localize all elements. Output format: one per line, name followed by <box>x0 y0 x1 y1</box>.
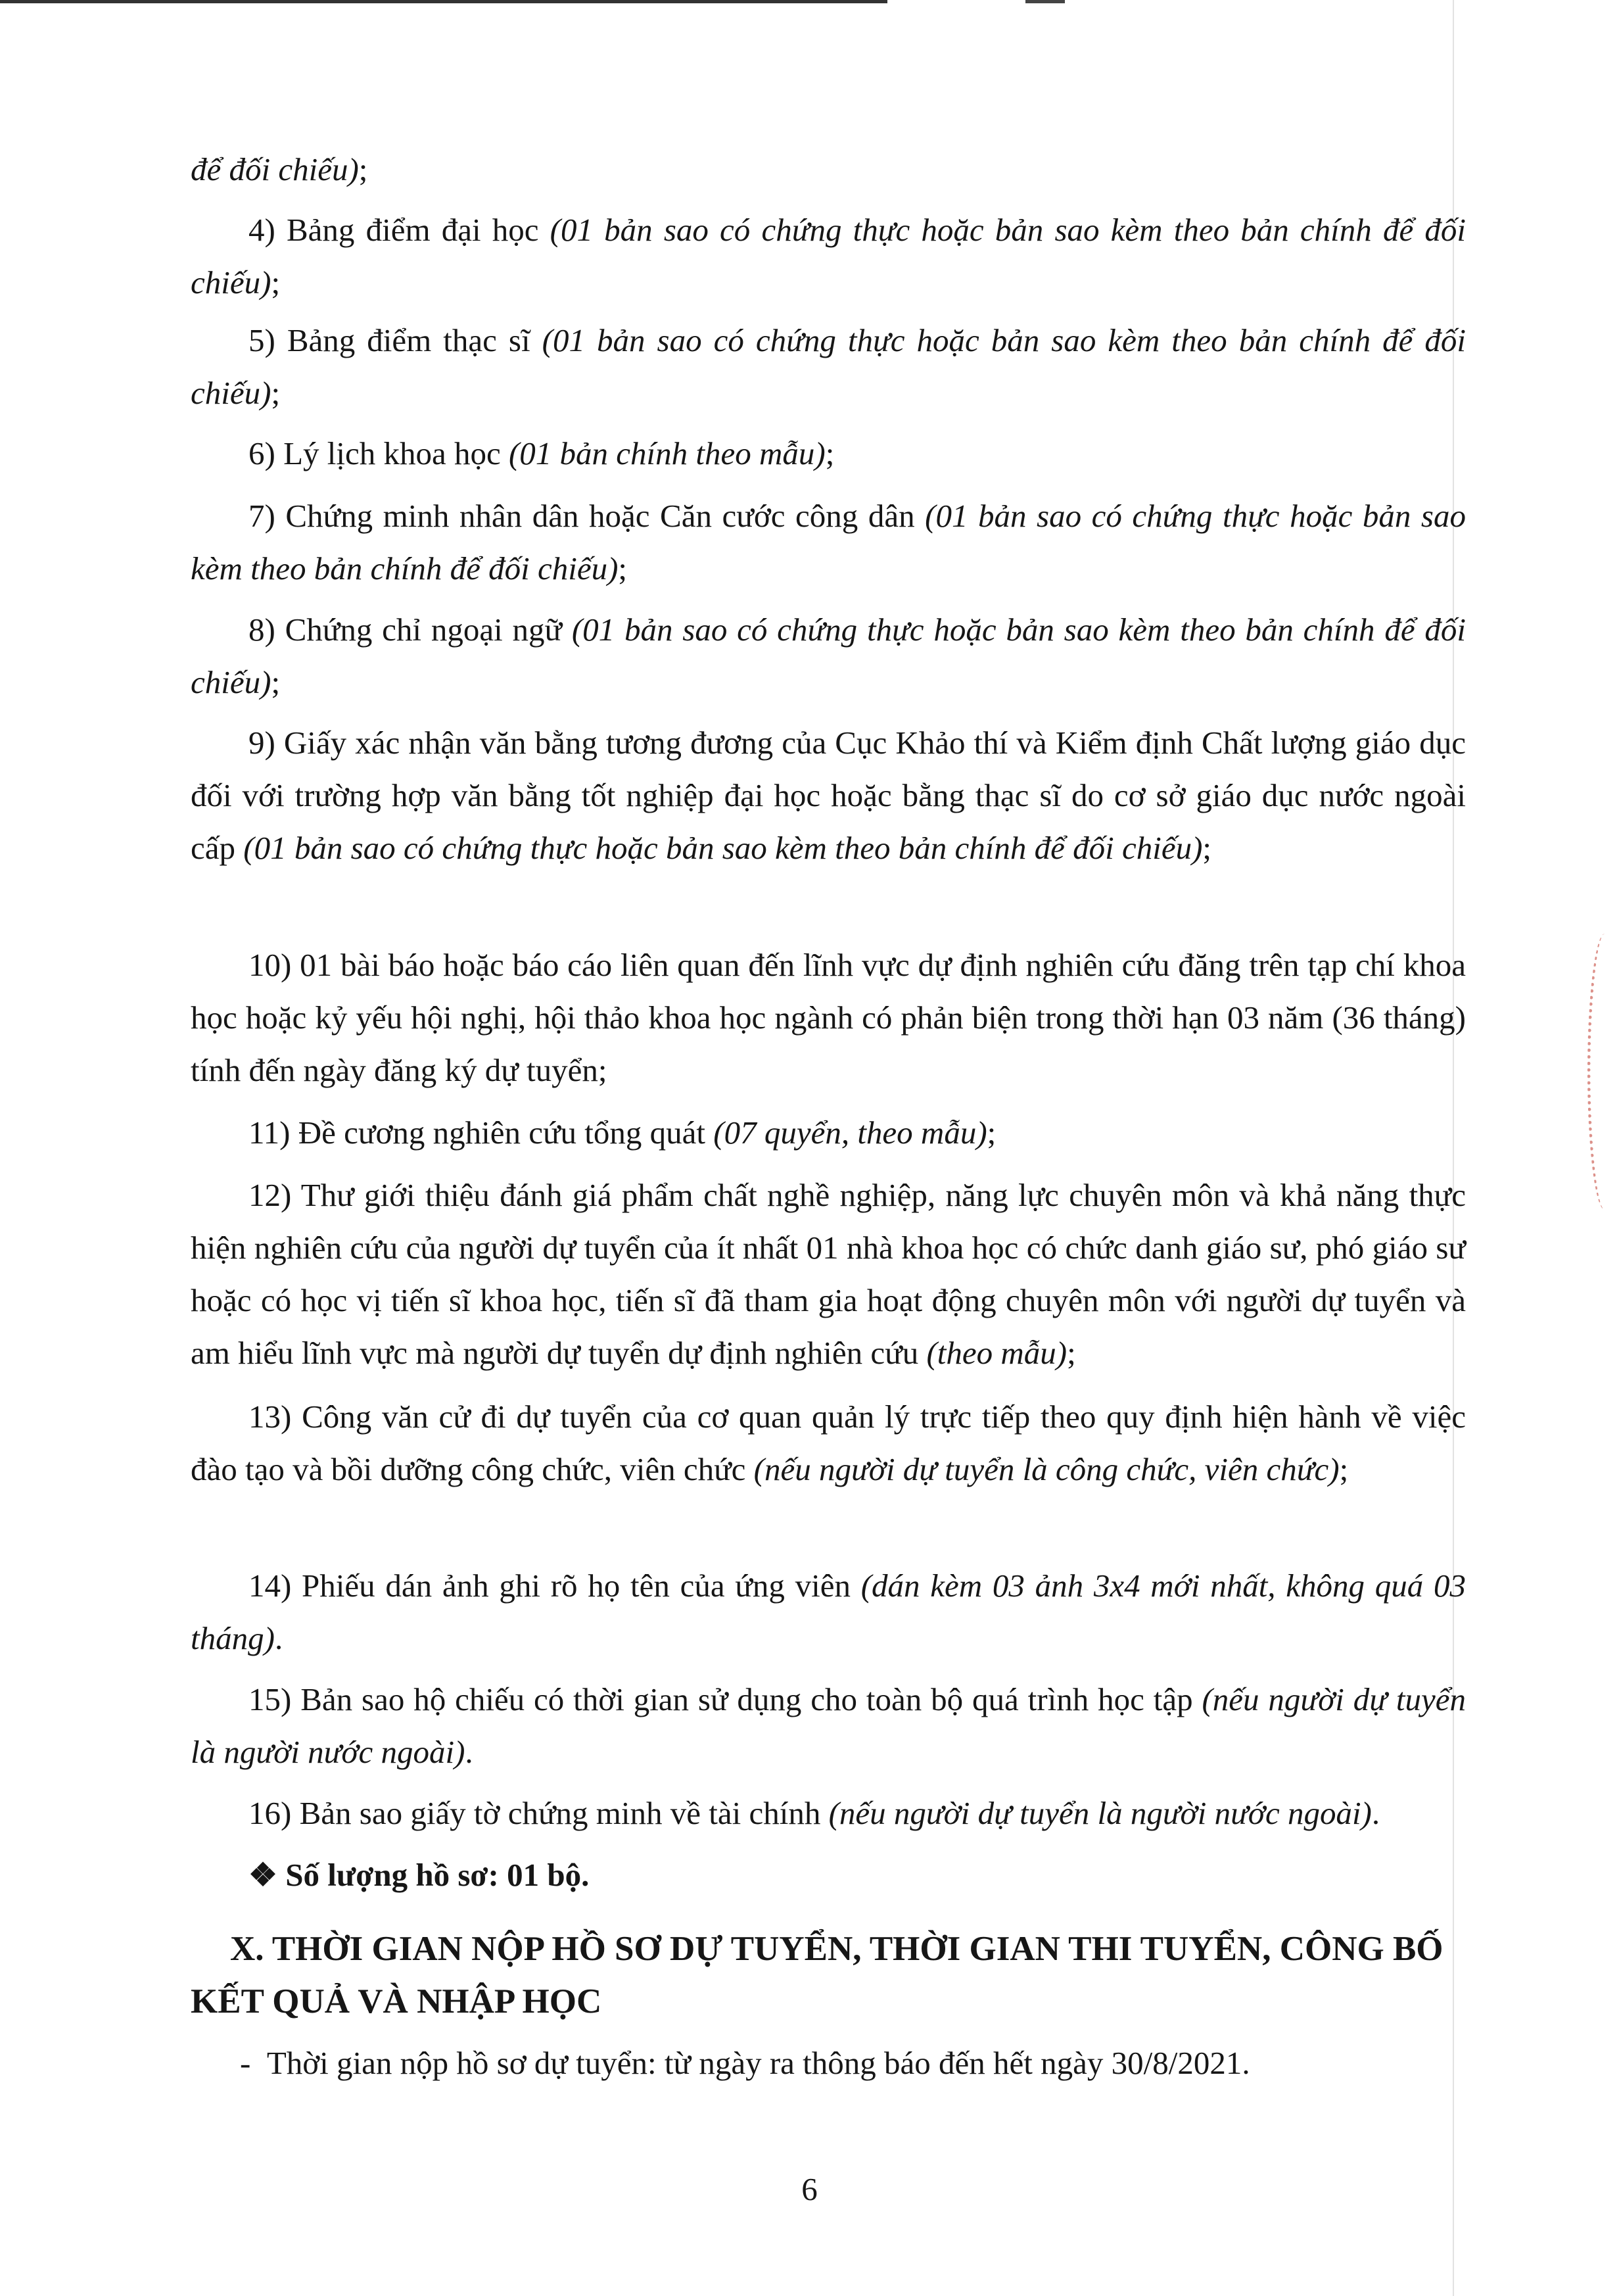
item-text: 13) Công văn cử đi dự tuyển của cơ quan quản lý trực tiếp theo quy định hiện hành về việc đào tạo và bồi dưỡng công chức, viên chức <box>191 1399 1466 1487</box>
item-end: . <box>1371 1795 1380 1831</box>
deadline-text: Thời gian nộp hồ sơ dự tuyển: từ ngày ra thông báo đến hết ngày 30/8/2021. <box>266 2045 1250 2081</box>
item-end: ; <box>358 151 368 187</box>
item-end: ; <box>618 550 628 586</box>
list-item <box>191 204 1466 309</box>
item-text: 12) Thư giới thiệu đánh giá phẩm chất nghề nghiệp, năng lực chuyên môn và khả năng thực hiện nghiên cứu của người dự tuyển của ít nhất 01 nhà khoa học có chức danh giáo sư, phó giáo sư hoặc có học vị tiến sĩ khoa học, tiến sĩ đã tham gia hoạt động chuyên môn với người dự tuyển và am hiểu lĩnh vực mà người dự tuyển dự định nghiên cứu <box>191 1177 1466 1371</box>
list-item <box>191 314 1466 419</box>
quantity-line <box>248 1849 1466 1901</box>
item-text: 15) Bản sao hộ chiếu có thời gian sử dụng cho toàn bộ quá trình học tập <box>248 1681 1202 1717</box>
list-item <box>191 1673 1466 1779</box>
item-note: (nếu người dự tuyển là người nước ngoài) <box>828 1795 1372 1831</box>
item-end: ; <box>987 1114 997 1151</box>
item-note: (01 bản chính theo mẫu) <box>508 435 826 471</box>
item-text: 9) Giấy xác nhận văn bằng tương đương của Cục Khảo thí và Kiểm định Chất lượng giáo dục đối với trường hợp văn bằng tốt nghiệp đại học hoặc bằng thạc sĩ do cơ sở giáo dục nước ngoài cấp <box>191 725 1466 866</box>
deadline-line <box>240 2037 1466 2090</box>
item-end: . <box>465 1734 473 1770</box>
item-end: ; <box>825 435 835 471</box>
item-text: 4) Bảng điểm đại học <box>248 212 550 248</box>
item-text: 6) Lý lịch khoa học <box>248 435 509 471</box>
list-item <box>191 1787 1466 1840</box>
item-note: (01 bản sao có chứng thực hoặc bản sao kèm theo bản chính để đối chiếu) <box>191 498 1466 586</box>
list-item <box>191 717 1466 874</box>
page-number: 6 <box>801 2171 818 2207</box>
item-end: ; <box>1067 1335 1076 1371</box>
item-note: (nếu người dự tuyển là người nước ngoài) <box>191 1681 1466 1770</box>
item-text: 14) Phiếu dán ảnh ghi rõ họ tên của ứng viên <box>248 1567 861 1604</box>
item-note: (01 bản sao có chứng thực hoặc bản sao kèm theo bản chính để đối chiếu) <box>191 611 1466 700</box>
item-note: (01 bản sao có chứng thực hoặc bản sao kèm theo bản chính để đối chiếu) <box>191 212 1466 300</box>
list-item <box>191 143 1466 196</box>
quantity-text: Số lượng hồ sơ: 01 bộ. <box>285 1857 590 1893</box>
item-note: (01 bản sao có chứng thực hoặc bản sao kèm theo bản chính để đối chiếu) <box>191 322 1466 411</box>
item-end: ; <box>271 664 281 700</box>
section-heading: X. THỜI GIAN NỘP HỒ SƠ DỰ TUYỂN, THỜI GIAN THI TUYỂN, CÔNG BỐ KẾT QUẢ VÀ NHẬP HỌC <box>191 1930 1443 2021</box>
list-item <box>191 1169 1466 1379</box>
list-item <box>191 427 1466 480</box>
list-item <box>191 1560 1466 1665</box>
item-note: để đối chiếu) <box>191 151 359 187</box>
dash-bullet: - <box>240 2045 251 2081</box>
item-text: 5) Bảng điểm thạc sĩ <box>248 322 542 358</box>
list-item <box>191 490 1466 595</box>
diamond-bullet-icon: ❖ <box>248 1857 277 1893</box>
list-item <box>191 1107 1466 1159</box>
item-text: 16) Bản sao giấy tờ chứng minh về tài chính <box>248 1795 829 1831</box>
item-text: 8) Chứng chỉ ngoại ngữ <box>248 611 572 648</box>
item-text: 10) 01 bài báo hoặc báo cáo liên quan đến lĩnh vực dự định nghiên cứu đăng trên tạp chí khoa học hoặc kỷ yếu hội nghị, hội thảo khoa học ngành có phản biện trong thời hạn 03 năm (36 tháng) tính đến ngày đăng ký dự tuyển; <box>191 947 1466 1088</box>
list-item <box>191 1391 1466 1496</box>
item-text: 11) Đề cương nghiên cứu tổng quát <box>248 1114 714 1151</box>
item-note: (07 quyển, theo mẫu) <box>713 1114 987 1151</box>
list-item <box>191 939 1466 1097</box>
item-text: 7) Chứng minh nhân dân hoặc Căn cước công dân <box>248 498 926 534</box>
item-end: ; <box>1202 830 1212 866</box>
item-note: (nếu người dự tuyển là công chức, viên chức) <box>753 1451 1340 1487</box>
item-note: (01 bản sao có chứng thực hoặc bản sao kèm theo bản chính để đối chiếu) <box>243 830 1203 866</box>
item-end: ; <box>271 375 281 411</box>
item-end: . <box>274 1620 283 1656</box>
item-end: ; <box>1339 1451 1349 1487</box>
item-note: (theo mẫu) <box>926 1335 1068 1371</box>
item-end: ; <box>271 264 281 300</box>
list-item <box>191 604 1466 709</box>
item-note: (dán kèm 03 ảnh 3x4 mới nhất, không quá 03 tháng) <box>191 1567 1466 1656</box>
